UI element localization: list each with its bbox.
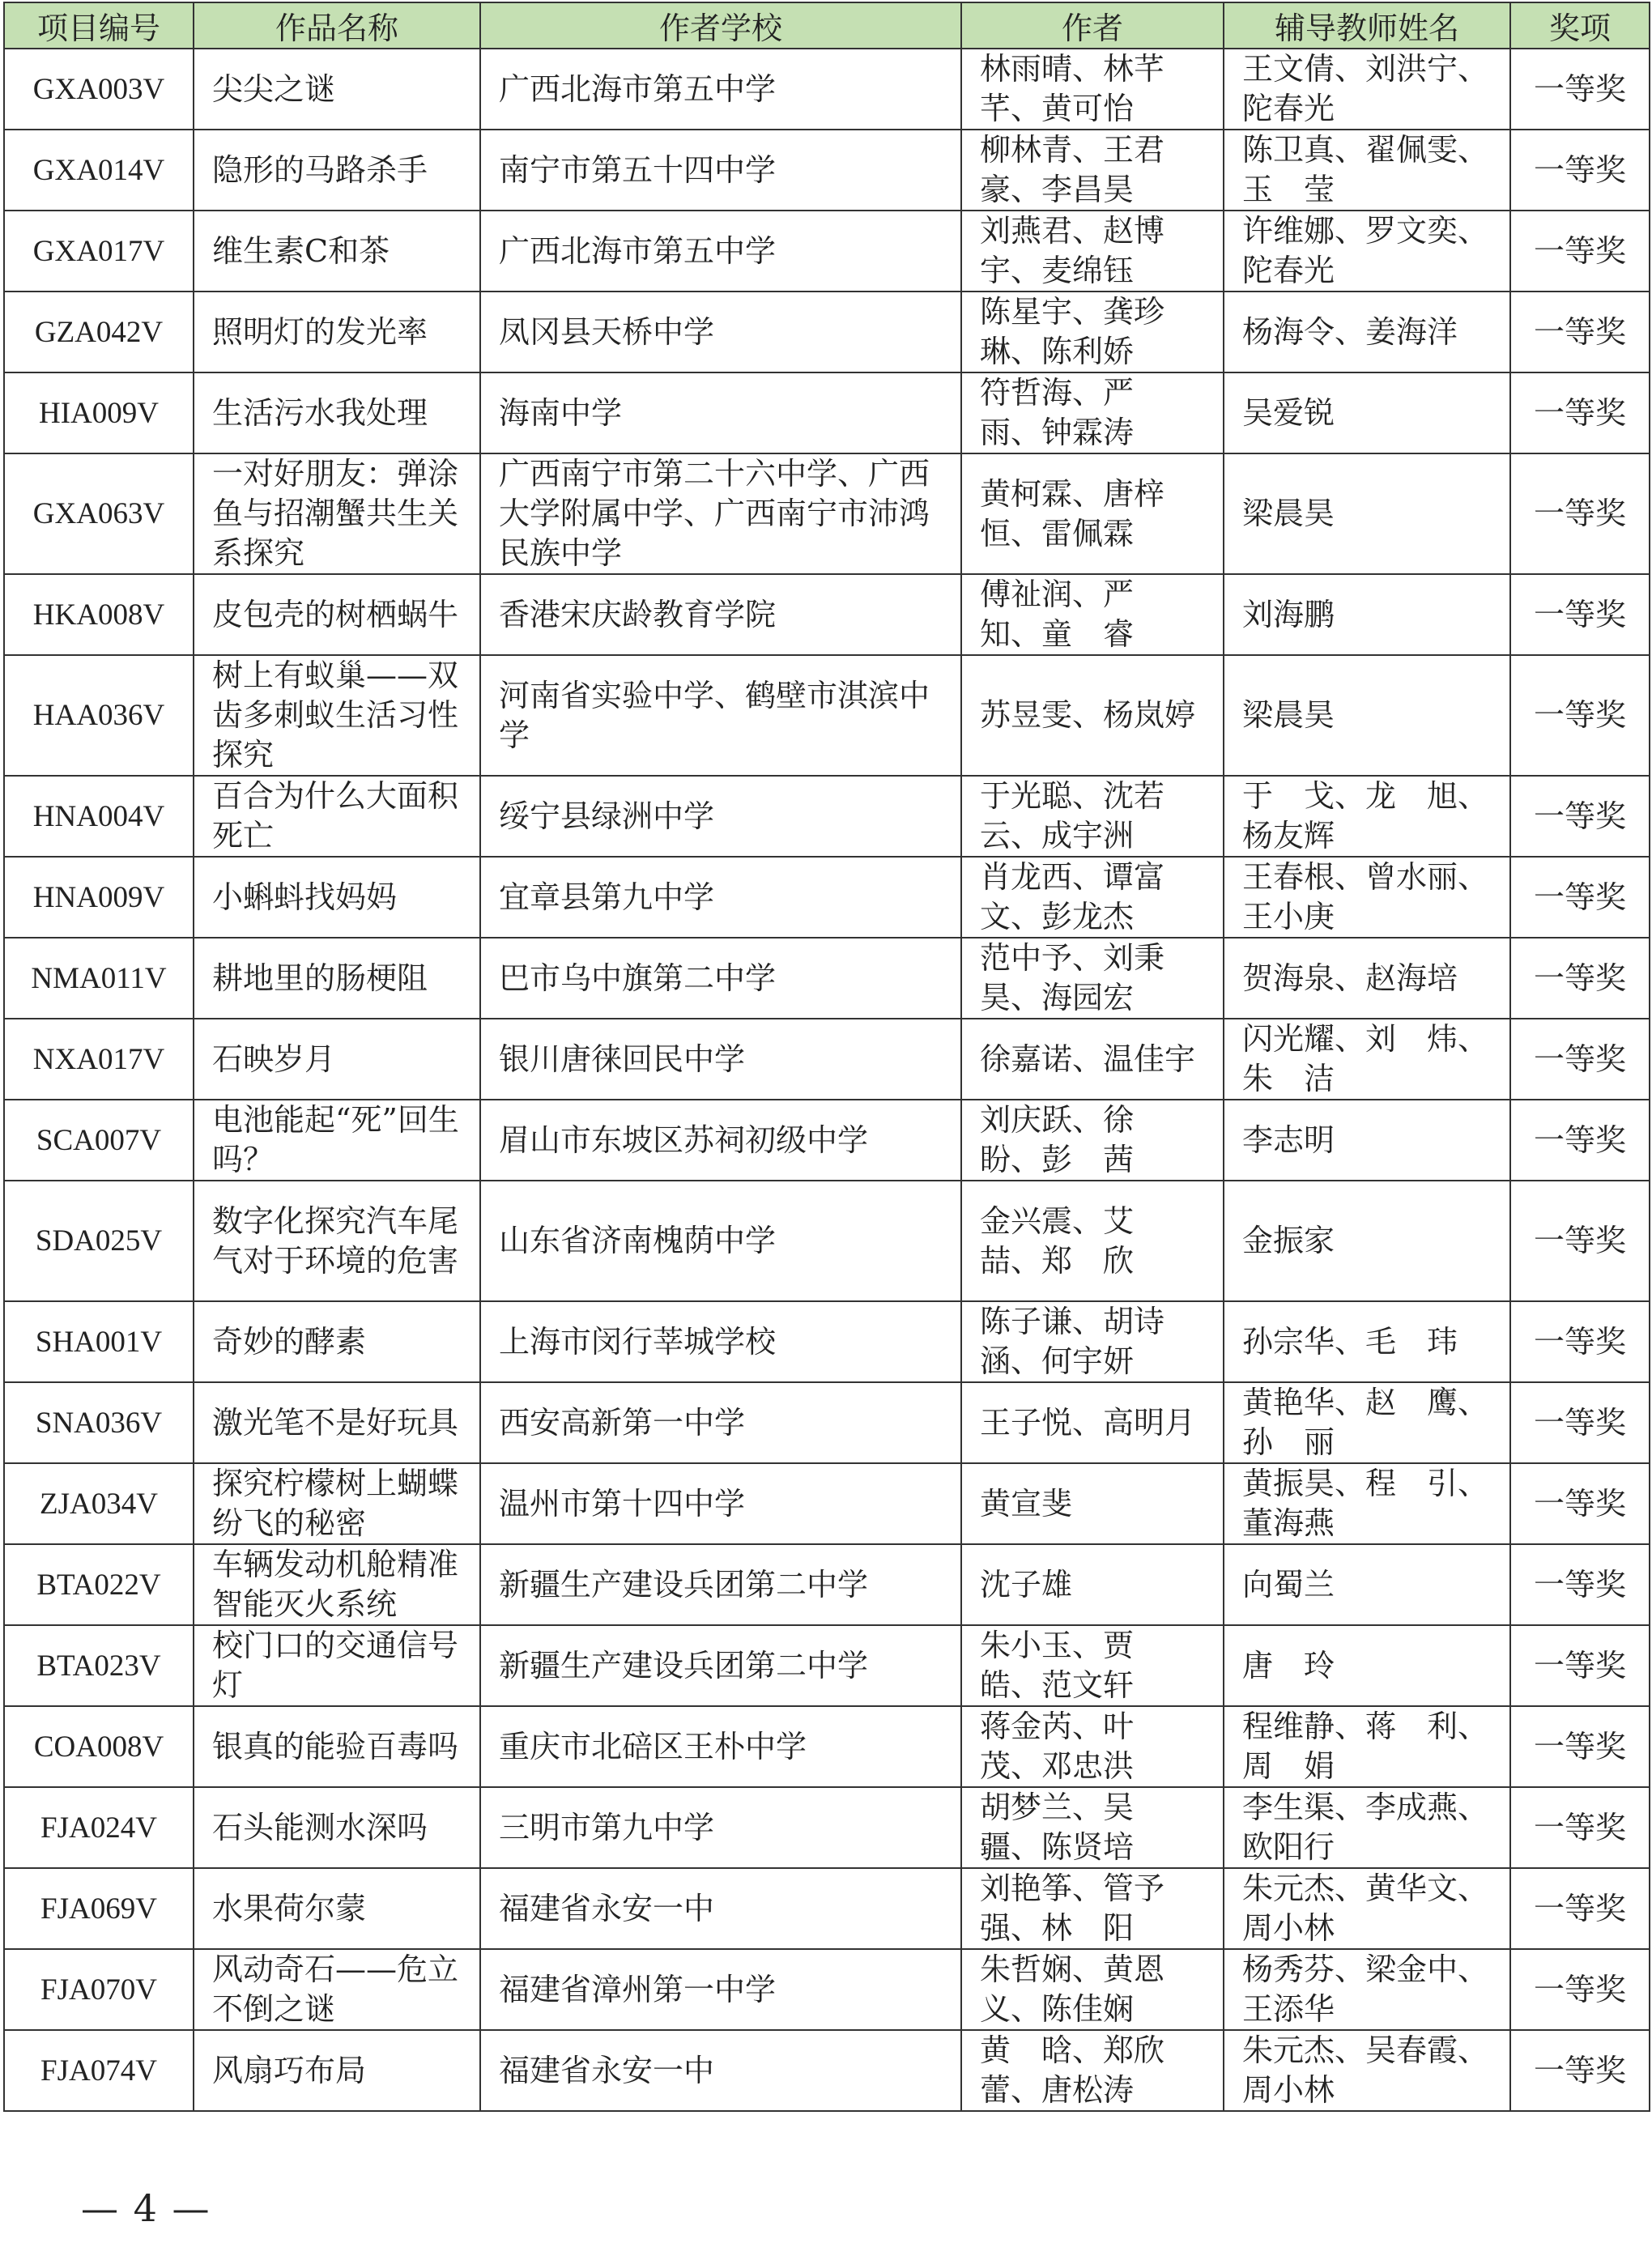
advisors: 闪光耀、刘 炜、朱 洁 bbox=[1224, 1019, 1510, 1100]
header-authors: 作者 bbox=[961, 2, 1224, 49]
table-row bbox=[4, 372, 1650, 453]
table-row bbox=[4, 1382, 1650, 1463]
authors: 范中予、刘秉昊、海园宏 bbox=[961, 938, 1224, 1019]
project-title: 耕地里的肠梗阻 bbox=[194, 938, 480, 1019]
advisors: 梁晨昊 bbox=[1224, 655, 1510, 776]
award: 一等奖 bbox=[1510, 1949, 1650, 2030]
authors: 符哲海、严 雨、钟霖涛 bbox=[961, 372, 1224, 453]
authors: 柳林青、王君豪、李昌昊 bbox=[961, 130, 1224, 211]
table-row bbox=[4, 1463, 1650, 1544]
table-row bbox=[4, 2030, 1650, 2111]
advisors: 贺海泉、赵海培 bbox=[1224, 938, 1510, 1019]
award: 一等奖 bbox=[1510, 857, 1650, 938]
school: 福建省漳州第一中学 bbox=[480, 1949, 961, 2030]
advisors: 朱元杰、吴春霞、周小林 bbox=[1224, 2030, 1510, 2111]
project-title: 石映岁月 bbox=[194, 1019, 480, 1100]
project-title: 百合为什么大面积死亡 bbox=[194, 776, 480, 857]
project-title: 隐形的马路杀手 bbox=[194, 130, 480, 211]
award: 一等奖 bbox=[1510, 1463, 1650, 1544]
table-row bbox=[4, 1301, 1650, 1382]
table-row bbox=[4, 211, 1650, 292]
table-row bbox=[4, 776, 1650, 857]
project-code: HNA004V bbox=[4, 776, 194, 857]
authors: 陈子谦、胡诗涵、何宇妍 bbox=[961, 1301, 1224, 1382]
advisors: 朱元杰、黄华文、周小林 bbox=[1224, 1868, 1510, 1949]
award: 一等奖 bbox=[1510, 292, 1650, 372]
table-row bbox=[4, 1787, 1650, 1868]
award: 一等奖 bbox=[1510, 211, 1650, 292]
table-row bbox=[4, 1544, 1650, 1625]
project-code: NMA011V bbox=[4, 938, 194, 1019]
advisors: 黄振昊、程 引、董海燕 bbox=[1224, 1463, 1510, 1544]
authors: 沈子雄 bbox=[961, 1544, 1224, 1625]
authors: 徐嘉诺、温佳宇 bbox=[961, 1019, 1224, 1100]
school: 巴市乌中旗第二中学 bbox=[480, 938, 961, 1019]
advisors: 许维娜、罗文奕、陀春光 bbox=[1224, 211, 1510, 292]
award: 一等奖 bbox=[1510, 1868, 1650, 1949]
table-row bbox=[4, 574, 1650, 655]
project-title: 树上有蚁巢——双齿多刺蚁生活习性探究 bbox=[194, 655, 480, 776]
award: 一等奖 bbox=[1510, 130, 1650, 211]
project-title: 奇妙的酵素 bbox=[194, 1301, 480, 1382]
project-title: 皮包壳的树栖蜗牛 bbox=[194, 574, 480, 655]
table-row bbox=[4, 130, 1650, 211]
award: 一等奖 bbox=[1510, 453, 1650, 574]
project-code: FJA070V bbox=[4, 1949, 194, 2030]
school: 宜章县第九中学 bbox=[480, 857, 961, 938]
authors: 刘艳筝、管予强、林 阳 bbox=[961, 1868, 1224, 1949]
school: 眉山市东坡区苏祠初级中学 bbox=[480, 1100, 961, 1181]
school: 香港宋庆龄教育学院 bbox=[480, 574, 961, 655]
project-title: 尖尖之谜 bbox=[194, 49, 480, 130]
project-code: FJA069V bbox=[4, 1868, 194, 1949]
school: 温州市第十四中学 bbox=[480, 1463, 961, 1544]
school: 海南中学 bbox=[480, 372, 961, 453]
project-code: FJA074V bbox=[4, 2030, 194, 2111]
table-row bbox=[4, 1706, 1650, 1787]
authors: 刘庆跃、徐 盼、彭 茜 bbox=[961, 1100, 1224, 1181]
advisors: 杨海令、姜海洋 bbox=[1224, 292, 1510, 372]
advisors: 金振家 bbox=[1224, 1181, 1510, 1301]
school: 广西北海市第五中学 bbox=[480, 49, 961, 130]
project-title: 车辆发动机舱精准智能灭火系统 bbox=[194, 1544, 480, 1625]
project-title: 照明灯的发光率 bbox=[194, 292, 480, 372]
project-code: HIA009V bbox=[4, 372, 194, 453]
header-school: 作者学校 bbox=[480, 2, 961, 49]
project-code: SDA025V bbox=[4, 1181, 194, 1301]
school: 广西北海市第五中学 bbox=[480, 211, 961, 292]
header-project-title: 作品名称 bbox=[194, 2, 480, 49]
school: 河南省实验中学、鹤壁市淇滨中学 bbox=[480, 655, 961, 776]
award: 一等奖 bbox=[1510, 372, 1650, 453]
award: 一等奖 bbox=[1510, 1625, 1650, 1706]
authors: 于光聪、沈若云、成宇洲 bbox=[961, 776, 1224, 857]
project-title: 水果荷尔蒙 bbox=[194, 1868, 480, 1949]
school: 福建省永安一中 bbox=[480, 1868, 961, 1949]
advisors: 黄艳华、赵 鹰、孙 丽 bbox=[1224, 1382, 1510, 1463]
table-row bbox=[4, 1019, 1650, 1100]
project-title: 维生素C和茶 bbox=[194, 211, 480, 292]
project-code: GZA042V bbox=[4, 292, 194, 372]
authors: 傅祉润、严 知、童 睿 bbox=[961, 574, 1224, 655]
project-code: GXA003V bbox=[4, 49, 194, 130]
advisors: 程维静、蒋 利、周 娟 bbox=[1224, 1706, 1510, 1787]
advisors: 李生渠、李成燕、欧阳行 bbox=[1224, 1787, 1510, 1868]
authors: 朱小玉、贾 皓、范文轩 bbox=[961, 1625, 1224, 1706]
table-row bbox=[4, 49, 1650, 130]
authors: 苏昱雯、杨岚婷 bbox=[961, 655, 1224, 776]
project-code: COA008V bbox=[4, 1706, 194, 1787]
project-code: HAA036V bbox=[4, 655, 194, 776]
table-row bbox=[4, 1100, 1650, 1181]
award: 一等奖 bbox=[1510, 1544, 1650, 1625]
project-title: 银真的能验百毒吗 bbox=[194, 1706, 480, 1787]
table-row bbox=[4, 453, 1650, 574]
school: 新疆生产建设兵团第二中学 bbox=[480, 1544, 961, 1625]
award: 一等奖 bbox=[1510, 938, 1650, 1019]
table-row bbox=[4, 938, 1650, 1019]
advisors: 陈卫真、翟佩雯、玉 莹 bbox=[1224, 130, 1510, 211]
award: 一等奖 bbox=[1510, 2030, 1650, 2111]
school: 银川唐徕回民中学 bbox=[480, 1019, 961, 1100]
school: 重庆市北碚区王朴中学 bbox=[480, 1706, 961, 1787]
advisors: 唐 玲 bbox=[1224, 1625, 1510, 1706]
advisors: 孙宗华、毛 玮 bbox=[1224, 1301, 1510, 1382]
project-title: 石头能测水深吗 bbox=[194, 1787, 480, 1868]
project-code: BTA023V bbox=[4, 1625, 194, 1706]
project-title: 小蝌蚪找妈妈 bbox=[194, 857, 480, 938]
project-title: 校门口的交通信号灯 bbox=[194, 1625, 480, 1706]
authors: 胡梦兰、吴 疆、陈贤培 bbox=[961, 1787, 1224, 1868]
project-code: GXA017V bbox=[4, 211, 194, 292]
authors: 陈星宇、龚珍琳、陈利娇 bbox=[961, 292, 1224, 372]
school: 凤冈县天桥中学 bbox=[480, 292, 961, 372]
school: 新疆生产建设兵团第二中学 bbox=[480, 1625, 961, 1706]
project-title: 一对好朋友：弹涂鱼与招潮蟹共生关系探究 bbox=[194, 453, 480, 574]
project-title: 数字化探究汽车尾气对于环境的危害 bbox=[194, 1181, 480, 1301]
project-title: 探究柠檬树上蝴蝶纷飞的秘密 bbox=[194, 1463, 480, 1544]
project-title: 风动奇石——危立不倒之谜 bbox=[194, 1949, 480, 2030]
awards-table bbox=[3, 2, 1650, 2112]
award: 一等奖 bbox=[1510, 655, 1650, 776]
header-project-code: 项目编号 bbox=[4, 2, 194, 49]
school: 上海市闵行莘城学校 bbox=[480, 1301, 961, 1382]
project-title: 激光笔不是好玩具 bbox=[194, 1382, 480, 1463]
project-code: SNA036V bbox=[4, 1382, 194, 1463]
authors: 刘燕君、赵博宇、麦绵钰 bbox=[961, 211, 1224, 292]
table-row bbox=[4, 1949, 1650, 2030]
advisors: 向蜀兰 bbox=[1224, 1544, 1510, 1625]
project-code: HNA009V bbox=[4, 857, 194, 938]
project-code: ZJA034V bbox=[4, 1463, 194, 1544]
table-row bbox=[4, 655, 1650, 776]
project-code: SHA001V bbox=[4, 1301, 194, 1382]
school: 西安高新第一中学 bbox=[480, 1382, 961, 1463]
project-title: 生活污水我处理 bbox=[194, 372, 480, 453]
advisors: 刘海鹏 bbox=[1224, 574, 1510, 655]
advisors: 吴爱锐 bbox=[1224, 372, 1510, 453]
authors: 黄宣斐 bbox=[961, 1463, 1224, 1544]
project-code: FJA024V bbox=[4, 1787, 194, 1868]
project-title: 风扇巧布局 bbox=[194, 2030, 480, 2111]
school: 南宁市第五十四中学 bbox=[480, 130, 961, 211]
award: 一等奖 bbox=[1510, 776, 1650, 857]
project-code: SCA007V bbox=[4, 1100, 194, 1181]
award: 一等奖 bbox=[1510, 1787, 1650, 1868]
header-advisors: 辅导教师姓名 bbox=[1224, 2, 1510, 49]
school: 绥宁县绿洲中学 bbox=[480, 776, 961, 857]
advisors: 梁晨昊 bbox=[1224, 453, 1510, 574]
project-code: GXA014V bbox=[4, 130, 194, 211]
award: 一等奖 bbox=[1510, 574, 1650, 655]
header-award: 奖项 bbox=[1510, 2, 1650, 49]
table-row bbox=[4, 1868, 1650, 1949]
advisors: 王文倩、刘洪宁、陀春光 bbox=[1224, 49, 1510, 130]
advisors: 李志明 bbox=[1224, 1100, 1510, 1181]
advisors: 于 戈、龙 旭、杨友辉 bbox=[1224, 776, 1510, 857]
advisors: 杨秀芬、梁金中、王添华 bbox=[1224, 1949, 1510, 2030]
project-code: BTA022V bbox=[4, 1544, 194, 1625]
award: 一等奖 bbox=[1510, 1301, 1650, 1382]
authors: 黄柯霖、唐梓恒、雷佩霖 bbox=[961, 453, 1224, 574]
award: 一等奖 bbox=[1510, 1100, 1650, 1181]
school: 山东省济南槐荫中学 bbox=[480, 1181, 961, 1301]
award: 一等奖 bbox=[1510, 1382, 1650, 1463]
advisors: 王春根、曾水丽、王小庚 bbox=[1224, 857, 1510, 938]
header-row bbox=[4, 2, 1650, 49]
table-row bbox=[4, 1625, 1650, 1706]
school: 三明市第九中学 bbox=[480, 1787, 961, 1868]
project-code: HKA008V bbox=[4, 574, 194, 655]
award: 一等奖 bbox=[1510, 1181, 1650, 1301]
project-code: NXA017V bbox=[4, 1019, 194, 1100]
table-row bbox=[4, 857, 1650, 938]
page-number: — 4 — bbox=[81, 2186, 211, 2230]
project-title: 电池能起“死”回生吗？ bbox=[194, 1100, 480, 1181]
table-row bbox=[4, 292, 1650, 372]
authors: 蒋金芮、叶 茂、邓忠洪 bbox=[961, 1706, 1224, 1787]
authors: 王子悦、高明月 bbox=[961, 1382, 1224, 1463]
school: 福建省永安一中 bbox=[480, 2030, 961, 2111]
authors: 金兴震、艾 喆、郑 欣 bbox=[961, 1181, 1224, 1301]
school: 广西南宁市第二十六中学、广西大学附属中学、广西南宁市沛鸿民族中学 bbox=[480, 453, 961, 574]
award: 一等奖 bbox=[1510, 1019, 1650, 1100]
authors: 肖龙西、谭富文、彭龙杰 bbox=[961, 857, 1224, 938]
authors: 林雨晴、林芊芊、黄可怡 bbox=[961, 49, 1224, 130]
award: 一等奖 bbox=[1510, 1706, 1650, 1787]
authors: 朱哲娴、黄恩义、陈佳娴 bbox=[961, 1949, 1224, 2030]
table-row bbox=[4, 1181, 1650, 1301]
award: 一等奖 bbox=[1510, 49, 1650, 130]
project-code: GXA063V bbox=[4, 453, 194, 574]
authors: 黄 晗、郑欣蕾、唐松涛 bbox=[961, 2030, 1224, 2111]
